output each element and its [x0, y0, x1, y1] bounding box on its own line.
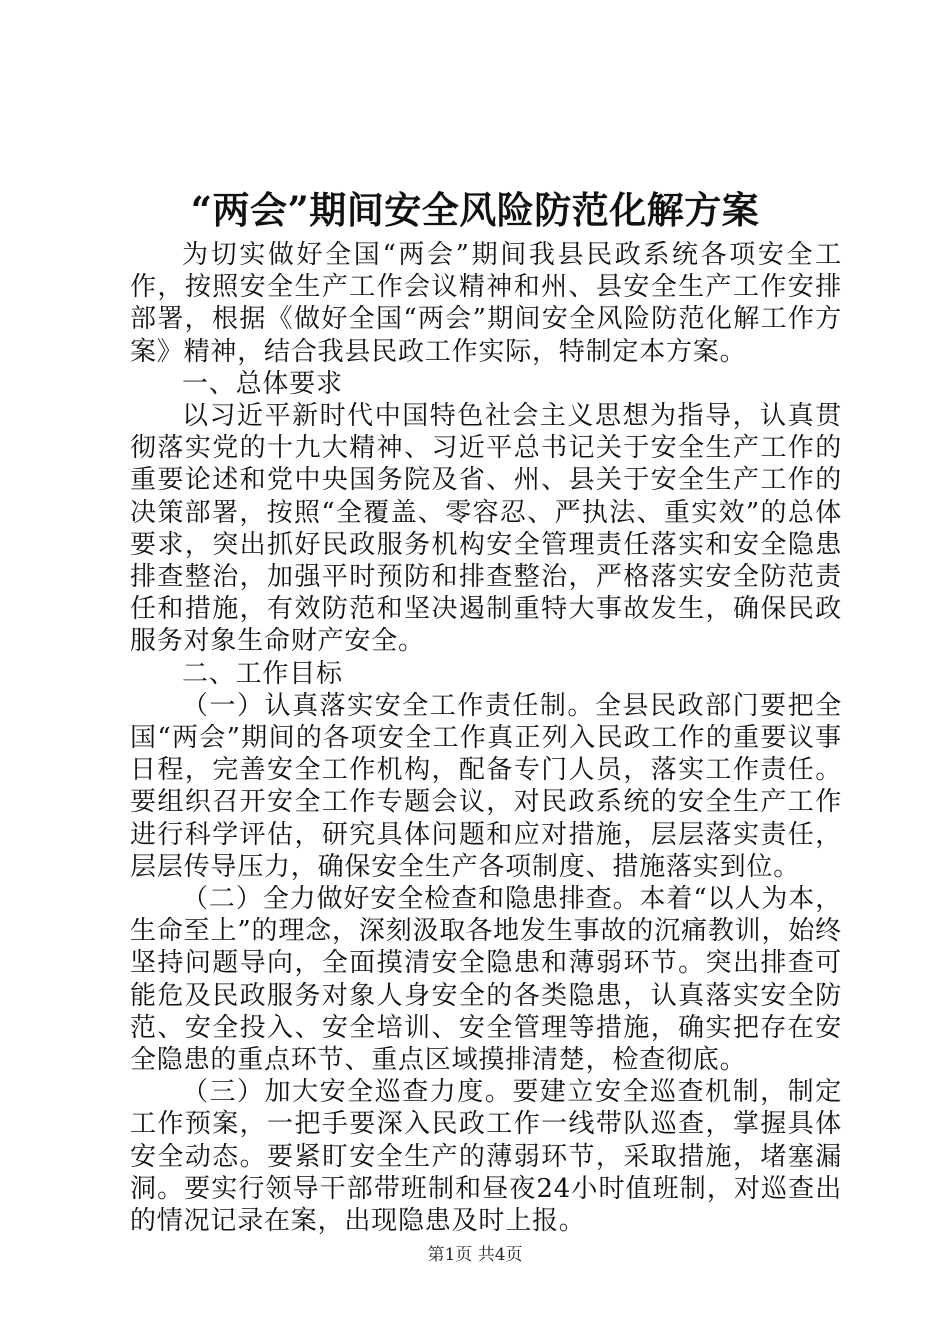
intro-paragraph: 为切实做好全国“两会”期间我县民政系统各项安全工作，按照安全生产工作会议精神和州、县安全生产工作安排部署，根据《做好全国“两会”期间安全风险防范化解工作方案》精神，结合我县民政工作实际，特制定本方案。: [130, 240, 842, 367]
section-heading-work-goals: 二、工作目标: [182, 658, 343, 689]
general-requirements-paragraph: 以习近平新时代中国特色社会主义思想为指导，认真贯彻落实党的十九大精神、习近平总书记关于安全生产工作的重要论述和党中央国务院及省、州、县关于安全生产工作的决策部署，按照“全覆盖、零容忍、严执法、重实效”的总体要求，突出抓好民政服务机构安全管理责任落实和安全隐患排查整治，加强平时预防和排查整治，严格落实安全防范责任和措施，有效防范和坚决遏制重特大事故发生，确保民政服务对象生命财产安全。: [130, 401, 842, 657]
document-title: “两会”期间安全风险防范化解方案: [190, 188, 760, 232]
goal-3-paragraph: （三）加大安全巡查力度。要建立安全巡查机制，制定工作预案，一把手要深入民政工作一线带队巡查，掌握具体安全动态。要紧盯安全生产的薄弱环节，采取措施，堵塞漏洞。要实行领导干部带班制和昼夜24小时值班制，对巡查出的情况记录在案，出现隐患及时上报。: [130, 1077, 842, 1237]
page-number-footer: 第1页 共4页: [427, 1245, 523, 1265]
goal-2-paragraph: （二）全力做好安全检查和隐患排查。本着“以人为本，生命至上”的理念，深刻汲取各地发生事故的沉痛教训，始终坚持问题导向，全面摸清安全隐患和薄弱环节。突出排查可能危及民政服务对象人身安全的各类隐患，认真落实安全防范、安全投入、安全培训、安全管理等措施，确实把存在安全隐患的重点环节、重点区域摸排清楚，检查彻底。: [130, 884, 842, 1076]
goal-1-paragraph: （一）认真落实安全工作责任制。全县民政部门要把全国“两会”期间的各项安全工作真正列入民政工作的重要议事日程，完善安全工作机构，配备专门人员，落实工作责任。要组织召开安全工作专题会议，对民政系统的安全生产工作进行科学评估，研究具体问题和应对措施，层层落实责任，层层传导压力，确保安全生产各项制度、措施落实到位。: [130, 690, 842, 882]
section-heading-general-requirements: 一、总体要求: [182, 368, 343, 399]
document-body: [130, 239, 842, 1237]
